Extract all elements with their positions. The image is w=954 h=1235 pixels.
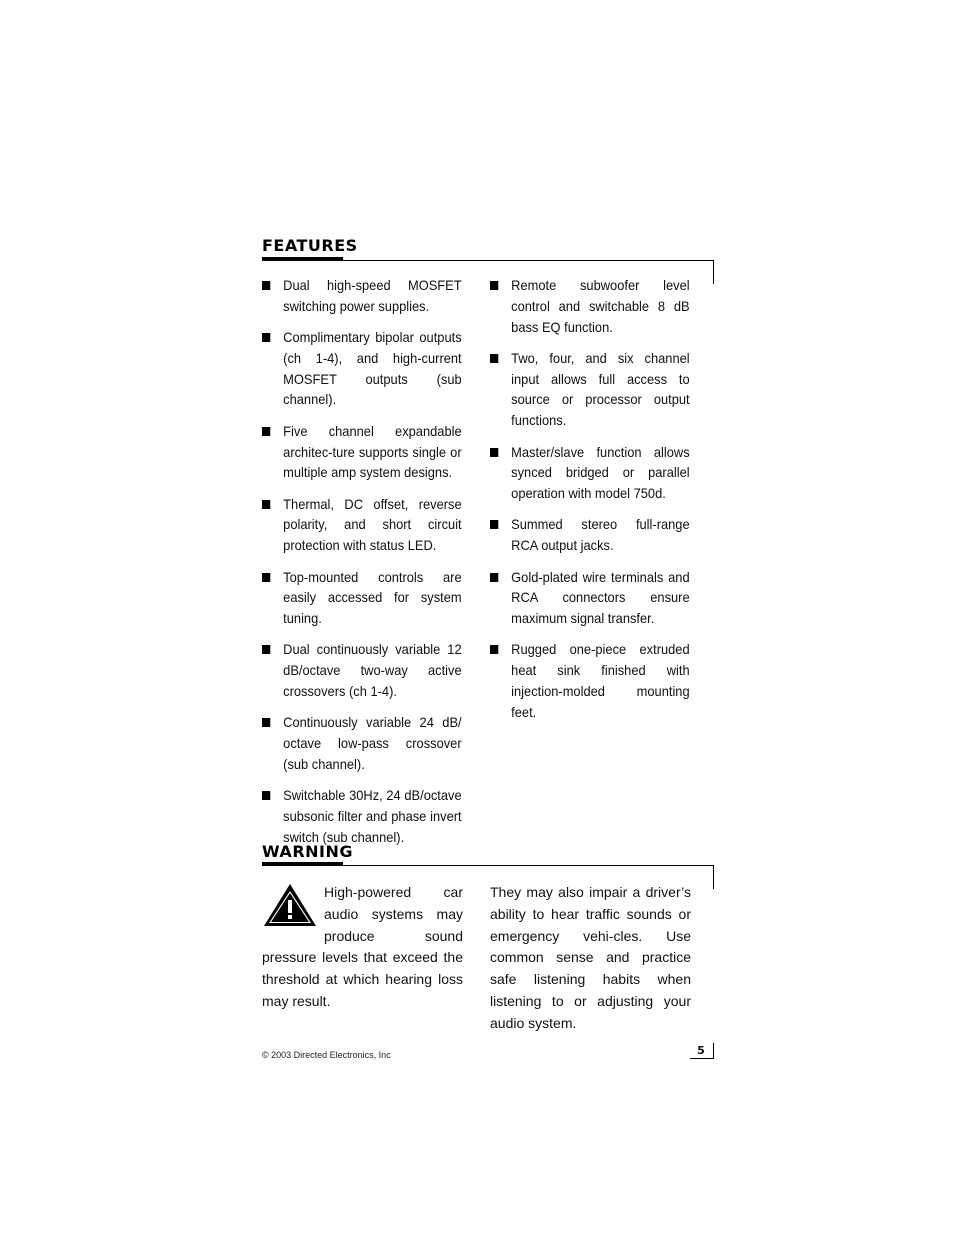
feature-text: Gold-plated wire terminals and RCA connectors ensure maximum signal transfer. bbox=[511, 568, 690, 627]
feature-list-item bbox=[262, 327, 462, 410]
feature-list-item bbox=[262, 785, 462, 847]
warning-right-column bbox=[490, 882, 691, 1035]
feature-text: Two, four, and six channel input allows full access to source or processor output functions. bbox=[511, 349, 690, 429]
feature-list-item bbox=[490, 275, 690, 337]
footer-rule bbox=[690, 1058, 714, 1059]
square-bullet-icon bbox=[490, 573, 498, 582]
square-bullet-icon bbox=[262, 791, 270, 800]
square-bullet-icon bbox=[262, 645, 270, 654]
feature-text: Switchable 30Hz, 24 dB/octave subsonic filter and phase invert switch (sub channel). bbox=[283, 787, 462, 845]
features-right-list bbox=[490, 275, 691, 723]
warning-heading: WARNING bbox=[262, 842, 353, 861]
feature-list-item bbox=[262, 275, 462, 317]
feature-list-item bbox=[490, 442, 690, 504]
feature-list-item bbox=[262, 421, 462, 483]
warning-rule bbox=[262, 865, 714, 866]
feature-list-item bbox=[262, 494, 462, 556]
footer-rule-tick bbox=[713, 1043, 714, 1059]
features-right-column bbox=[490, 275, 691, 733]
warning-left-paragraph bbox=[262, 882, 463, 1013]
square-bullet-icon bbox=[262, 573, 270, 582]
feature-text: Remote subwoofer level control and switchable 8 dB bass EQ function. bbox=[511, 277, 690, 335]
features-rule bbox=[262, 260, 714, 261]
warning-right-text: They may also impair a driver’s ability to hear traffic sounds or emergency vehi-cles. Use common sense and practice safe listening habits when listening to or adjusting your audio system. bbox=[490, 884, 691, 1031]
feature-text: Rugged one-piece extruded heat sink finished with injection-molded mounting feet. bbox=[511, 641, 690, 720]
features-rule-tick bbox=[713, 260, 714, 284]
warning-left-column bbox=[262, 882, 463, 1013]
feature-text: Dual high-speed MOSFET switching power supplies. bbox=[283, 277, 462, 314]
warning-rule-tick bbox=[713, 865, 714, 889]
feature-text: Summed stereo full-range RCA output jacks. bbox=[511, 516, 690, 554]
square-bullet-icon bbox=[262, 718, 270, 727]
feature-list-item bbox=[490, 514, 690, 556]
feature-list-item bbox=[262, 639, 462, 701]
square-bullet-icon bbox=[490, 645, 498, 654]
warning-left-text: High-powered car audio systems may produce sound pressure levels that exceed the threshold at which hearing loss may result. bbox=[262, 884, 463, 1009]
square-bullet-icon bbox=[262, 427, 270, 436]
square-bullet-icon bbox=[262, 333, 270, 342]
page-number: 5 bbox=[697, 1044, 705, 1057]
square-bullet-icon bbox=[262, 281, 270, 290]
warning-triangle-icon bbox=[262, 882, 318, 934]
feature-text: Thermal, DC offset, reverse polarity, and short circuit protection with status LED. bbox=[283, 495, 462, 554]
feature-text: Top-mounted controls are easily accessed for system tuning. bbox=[283, 568, 462, 627]
copyright: © 2003 Directed Electronics, Inc bbox=[262, 1050, 391, 1060]
feature-text: Dual continuously variable 12 dB/octave two-way active crossovers (ch 1-4). bbox=[283, 641, 462, 700]
square-bullet-icon bbox=[490, 448, 498, 457]
feature-text: Continuously variable 24 dB/ octave low-pass crossover (sub channel). bbox=[283, 714, 462, 772]
feature-text: Master/slave function allows synced bridged or parallel operation with model 750d. bbox=[511, 443, 690, 502]
feature-text: Five channel expandable architec-ture supports single or multiple amp system designs. bbox=[283, 422, 462, 481]
square-bullet-icon bbox=[490, 354, 498, 363]
square-bullet-icon bbox=[490, 520, 498, 529]
feature-text: Complimentary bipolar outputs (ch 1-4), and high-current MOSFET outputs (sub channel). bbox=[283, 329, 462, 408]
features-left-list bbox=[262, 275, 463, 848]
square-bullet-icon bbox=[490, 281, 498, 290]
features-left-column bbox=[262, 275, 463, 858]
square-bullet-icon bbox=[262, 500, 270, 509]
feature-list-item bbox=[262, 712, 462, 774]
feature-list-item bbox=[262, 567, 462, 629]
feature-list-item bbox=[490, 348, 690, 431]
features-heading: FEATURES bbox=[262, 236, 358, 255]
feature-list-item bbox=[490, 639, 690, 722]
feature-list-item bbox=[490, 567, 690, 629]
